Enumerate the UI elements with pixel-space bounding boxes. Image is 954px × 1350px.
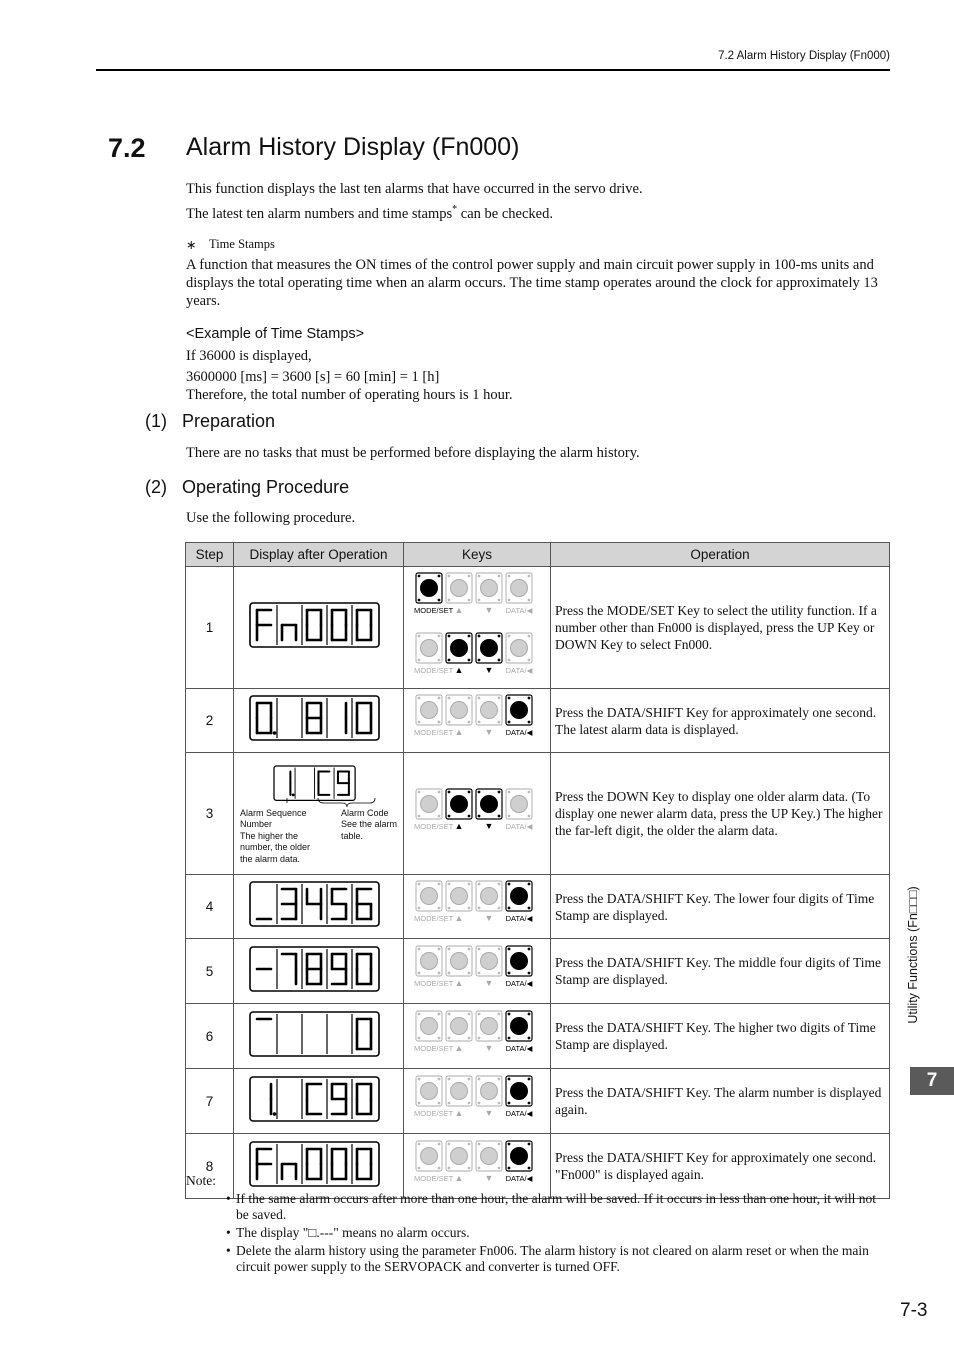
keys-cell: [404, 1069, 551, 1134]
example-heading: <Example of Time Stamps>: [186, 326, 365, 342]
display-cell: [234, 1004, 404, 1069]
led-display: [234, 939, 403, 998]
display-cell: [234, 753, 404, 875]
mode-key-label: MODE/SET: [414, 914, 454, 923]
data-key[interactable]: [506, 573, 534, 615]
down-key-label: ▼: [484, 727, 494, 737]
led-digits: [274, 766, 355, 800]
data-key[interactable]: [506, 695, 534, 737]
operation-text: Press the MODE/SET Key to select the utility function. If a number other than Fn000 is displayed, press the UP Key or DOWN Key to select Fn000.: [551, 567, 890, 689]
table-row: [186, 1134, 890, 1199]
keys-cell: [404, 1004, 551, 1069]
preparation-text: There are no tasks that must be performed before displaying the alarm history.: [186, 445, 640, 461]
key-panel: [404, 939, 550, 998]
data-key[interactable]: [506, 1011, 534, 1053]
keys-cell: [404, 875, 551, 939]
down-key[interactable]: [476, 633, 502, 675]
table-row: [186, 939, 890, 1004]
step-number: 5: [186, 939, 234, 1004]
step-number: 6: [186, 1004, 234, 1069]
table-row: [186, 1004, 890, 1069]
header-keys: Keys: [404, 543, 551, 567]
data-key[interactable]: [506, 946, 534, 988]
intro-line-2: [186, 201, 553, 223]
led-display: [234, 1069, 403, 1128]
preparation-heading: (1) Preparation: [145, 411, 276, 431]
display-cell: [234, 1069, 404, 1134]
keys-cell: [404, 689, 551, 753]
data-key-label: DATA/◀: [505, 728, 533, 737]
up-key-label: ▲: [454, 978, 464, 988]
led-decimal-point: [273, 731, 277, 735]
alarm-sequence-note: The higher the number, the older the alarm data.: [240, 830, 311, 864]
down-key[interactable]: [476, 789, 502, 831]
intro-text-b: can be checked.: [457, 205, 553, 222]
display-cell: [234, 1134, 404, 1199]
data-key[interactable]: [506, 1076, 534, 1118]
footnote-title: Time Stamps: [209, 237, 275, 251]
mode-key-label: MODE/SET: [414, 666, 454, 675]
down-key-label: ▼: [484, 665, 494, 675]
alarm-code-title: Alarm Code: [341, 807, 389, 818]
running-header: 7.2 Alarm History Display (Fn000): [718, 50, 890, 62]
down-key-label: ▼: [484, 821, 494, 831]
notes-list: [224, 1191, 888, 1275]
header-step: Step: [186, 543, 234, 567]
note-item: • If the same alarm occurs after more than one hour, the alarm will be saved. If it occurs in less than one hour, it will not be saved.: [226, 1191, 876, 1222]
table-row: [186, 875, 890, 939]
operation-text: Press the DATA/SHIFT Key. The middle four digits of Time Stamp are displayed.: [551, 939, 890, 1004]
led-digits: [250, 882, 379, 926]
down-key-label: ▼: [484, 1043, 494, 1053]
step-number: 3: [186, 753, 234, 875]
footnote-marker: ∗: [186, 238, 197, 252]
example-line-3: Therefore, the total number of operating hours is 1 hour.: [186, 387, 513, 403]
led-decimal-point: [273, 1112, 277, 1116]
chapter-label: Utility Functions (Fn□□□): [906, 886, 920, 1024]
note-item: • The display "□.---" means no alarm occurs.: [226, 1225, 470, 1240]
led-display: [234, 689, 403, 747]
led-digits: [250, 947, 379, 991]
table-row: [186, 1069, 890, 1134]
procedure-intro: Use the following procedure.: [186, 510, 356, 526]
chapter-tab: 7: [910, 1067, 954, 1095]
mode-key-label: MODE/SET: [414, 1174, 454, 1183]
operation-text: Press the DATA/SHIFT Key. The alarm number is displayed again.: [551, 1069, 890, 1134]
note-text: Delete the alarm history using the parameter Fn006. The alarm history is not cleared on alarm reset or when the main circuit power supply to the SERVOPACK and converter is turned OFF.: [236, 1243, 869, 1274]
display-cell: [234, 689, 404, 753]
header-display: Display after Operation: [234, 543, 404, 567]
footnote-ref: *: [452, 204, 458, 215]
down-key-label: ▼: [484, 1173, 494, 1183]
led-digits: [250, 696, 379, 740]
example-line-2: 3600000 [ms] = 3600 [s] = 60 [min] = 1 [h]: [186, 369, 440, 385]
down-key[interactable]: [476, 946, 502, 988]
data-key-label: DATA/◀: [505, 606, 533, 615]
display-cell: [234, 567, 404, 689]
table-row: [186, 753, 890, 875]
table-row: [186, 567, 890, 689]
data-key[interactable]: [506, 789, 534, 831]
header-rule: [96, 69, 890, 71]
key-panel: [404, 1069, 550, 1128]
down-key[interactable]: [476, 881, 502, 923]
procedure-table: [185, 542, 890, 1199]
key-panel: [404, 567, 550, 683]
mode-key-label: MODE/SET: [414, 1109, 454, 1118]
mode-key-label: MODE/SET: [414, 728, 454, 737]
alarm-sequence-label: [240, 808, 320, 866]
mode-key-label: MODE/SET: [414, 1044, 454, 1053]
table-row: [186, 689, 890, 753]
key-panel: [404, 875, 550, 933]
up-key-label: ▲: [454, 605, 464, 615]
note-text: The display "□.---" means no alarm occurs.: [236, 1225, 470, 1240]
keys-cell: [404, 939, 551, 1004]
down-key-label: ▼: [484, 605, 494, 615]
down-key[interactable]: [476, 1011, 502, 1053]
led-display: [234, 875, 403, 933]
led-digits: [250, 603, 379, 647]
key-panel: [404, 1134, 550, 1193]
header-operation: Operation: [551, 543, 890, 567]
down-key[interactable]: [476, 1076, 502, 1118]
step-number: 2: [186, 689, 234, 753]
mode-key-label: MODE/SET: [414, 979, 454, 988]
step-number: 7: [186, 1069, 234, 1134]
note-text: If the same alarm occurs after more than one hour, the alarm will be saved. If it occurs in less than one hour, it will not be saved.: [236, 1191, 876, 1222]
display-cell: [234, 875, 404, 939]
key-panel: [404, 753, 550, 869]
alarm-sequence-title: Alarm Sequence Number: [240, 807, 307, 829]
notes-title: Note:: [186, 1173, 216, 1188]
section-title: Alarm History Display (Fn000): [186, 133, 520, 161]
keys-cell: [404, 753, 551, 875]
display-cell: [234, 939, 404, 1004]
operation-text: Press the DATA/SHIFT Key for approximately one second. The latest alarm data is displayed.: [551, 689, 890, 753]
down-key-label: ▼: [484, 978, 494, 988]
alarm-code-note: See the alarm table.: [341, 819, 398, 841]
table-header-row: [186, 543, 890, 567]
down-key-label: ▼: [484, 913, 494, 923]
alarm-code-label: [341, 808, 403, 843]
data-key-label: DATA/◀: [505, 666, 533, 675]
down-key[interactable]: [476, 695, 502, 737]
key-panel: [404, 689, 550, 747]
operation-text: Press the DATA/SHIFT Key. The higher two digits of Time Stamp are displayed.: [551, 1004, 890, 1069]
operation-text: Press the DATA/SHIFT Key. The lower four digits of Time Stamp are displayed.: [551, 875, 890, 939]
up-key-label: ▲: [454, 913, 464, 923]
step-number: 8: [186, 1134, 234, 1199]
up-key-label: ▲: [454, 821, 464, 831]
data-key-label: DATA/◀: [505, 822, 533, 831]
note-item: • Delete the alarm history using the parameter Fn006. The alarm history is not cleared on alarm reset or when the main circuit power supply to the SERVOPACK and converter is turned OFF.: [226, 1243, 869, 1274]
footnote-text: A function that measures the ON times of the control power supply and main circuit power supply in 100-ms units and displays the total operating time when an alarm occurs. The time stamp operates around the clock for approximately 13 years.: [186, 257, 878, 309]
data-key-label: DATA/◀: [505, 979, 533, 988]
led-digits: [250, 1142, 379, 1186]
example-line-1: If 36000 is displayed,: [186, 348, 312, 364]
led-display: [234, 1004, 403, 1063]
operation-text: Press the DATA/SHIFT Key for approximately one second. "Fn000" is displayed again.: [551, 1134, 890, 1199]
up-key-label: ▲: [454, 1173, 464, 1183]
up-key-label: ▲: [454, 665, 464, 675]
key-panel: [404, 1004, 550, 1063]
up-key-label: ▲: [454, 1043, 464, 1053]
chapter-sidebar: [904, 870, 922, 1040]
step-number: 1: [186, 567, 234, 689]
data-key-label: DATA/◀: [505, 914, 533, 923]
mode-key-label: MODE/SET: [414, 822, 454, 831]
down-key-label: ▼: [484, 1108, 494, 1118]
up-key-label: ▲: [454, 727, 464, 737]
data-key[interactable]: [506, 1141, 534, 1183]
keys-cell: [404, 1134, 551, 1199]
data-key-label: DATA/◀: [505, 1044, 533, 1053]
led-decimal-point: [292, 793, 295, 796]
led-digits: [250, 1077, 379, 1121]
intro-text-a: The latest ten alarm numbers and time stamps: [186, 205, 453, 222]
step-number: 4: [186, 875, 234, 939]
page-number: 7-3: [900, 1300, 928, 1321]
data-key[interactable]: [506, 633, 534, 675]
operation-text: Press the DOWN Key to display one older alarm data. (To display one newer alarm data, press the UP Key.) The higher the far-left digit, the older the alarm data.: [551, 753, 890, 875]
data-key[interactable]: [506, 881, 534, 923]
led-display: [234, 1134, 403, 1193]
data-key-label: DATA/◀: [505, 1174, 533, 1183]
section-number: 7.2: [108, 133, 146, 163]
led-display: [234, 567, 403, 683]
procedure-heading: (2) Operating Procedure: [145, 477, 350, 497]
down-key[interactable]: [476, 1141, 502, 1183]
data-key-label: DATA/◀: [505, 1109, 533, 1118]
mode-key-label: MODE/SET: [414, 606, 454, 615]
down-key[interactable]: [476, 573, 502, 615]
intro-line-1: This function displays the last ten alarms that have occurred in the servo drive.: [186, 181, 643, 197]
up-key-label: ▲: [454, 1108, 464, 1118]
keys-cell: [404, 567, 551, 689]
led-digits: [250, 1012, 379, 1056]
